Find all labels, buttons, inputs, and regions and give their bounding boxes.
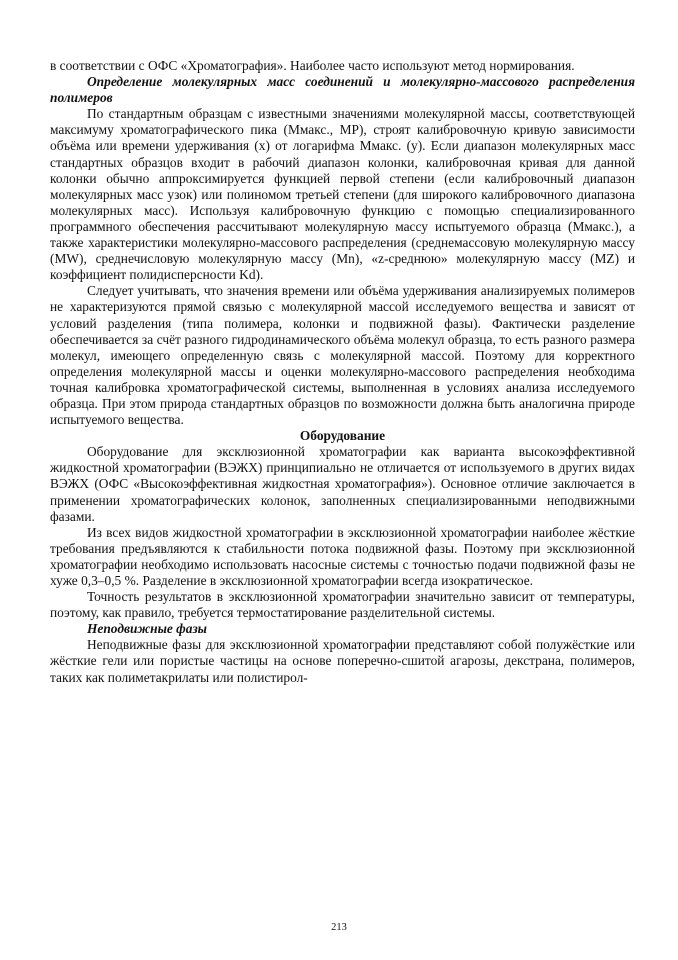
section-heading-equipment: Оборудование <box>299 428 386 444</box>
paragraph: Из всех видов жидкостной хроматографии в эксклюзионной хроматографии наиболее жёсткие требования предъявляются к стабильности потока подвижной фазы. Поэтому при эксклюзионной хроматографии необходимо использовать насосные системы с точностью подачи подвижной фазы не хуже 0,3–0,5 %. Разделение в эксклюзионной хроматографии всегда изократическое. <box>50 524 635 588</box>
paragraph: Оборудование для эксклюзионной хроматографии как варианта высокоэффективной жидкостной хроматографии (ВЭЖХ) принципиально не отличается от используемого в других видах ВЭЖХ (ОФС «Высокоэффективная жидкостная хроматография»). Основное отличие заключается в применении хроматографических колонок, заполненных специализированными неподвижными фазами. <box>50 444 635 524</box>
paragraph: По стандартным образцам с известными значениями молекулярной массы, соответствующей максимуму хроматографического пика (Ммакс., МР), строят калибровочную кривую зависимости объёма или времени удерживания (x) от логарифма Ммакс. (y). Если диапазон молекулярных масс стандартных образцов входит в рабочий диапазон колонки, калибровочная кривая для данной колонки обычно аппроксимируется функцией первой степени (если калибровочный диапазон молекулярных масс узок) или полиномом третьей степени (для широкого калибровочного диапазона молекулярных масс). Используя калибровочную функцию с помощью специализированного программного обеспечения рассчитывают молекулярную массу испытуемого образца (Ммакс.), а также характеристики молекулярно-массового распределения (среднемассовую молекулярную массу (MW), среднечисловую молекулярную массу (Mn), «z-среднюю» молекулярную массу (MZ) и коэффициент полидисперсности Kd). <box>50 106 635 283</box>
subsection-heading-molecular-mass: Определение молекулярных масс соединений и молекулярно-массового распределения полимеров <box>50 74 635 106</box>
paragraph: Неподвижные фазы для эксклюзионной хроматографии представляют собой полужёсткие или жёсткие гели или пористые частицы на основе поперечно-сшитой агарозы, декстрана, полимеров, таких как полиметакрилаты или полистирол- <box>50 637 635 685</box>
page-number: 213 <box>331 922 347 933</box>
paragraph: Следует учитывать, что значения времени или объёма удерживания анализируемых полимеров не характеризуются прямой связью с молекулярной массой исследуемого вещества и зависят от условий разделения (типа полимера, колонки и подвижной фазы). Фактически разделение обеспечивается за счёт разного гидродинамического объёма молекул образца, то есть разного размера молекул, имеющего определенную связь с молекулярной массой. Поэтому для корректного определения молекулярной массы и оценки молекулярно-массового распределения необходима точная калибровка хроматографической системы, выполненная в условиях анализа исследуемого образца. При этом природа стандартных образцов по возможности должна быть аналогична природе испытуемого вещества. <box>50 283 635 428</box>
paragraph: Точность результатов в эксклюзионной хроматографии значительно зависит от температуры, поэтому, как правило, требуется термостатирование разделительной системы. <box>50 589 635 621</box>
page-body <box>50 58 635 686</box>
paragraph-continuation: в соответствии с ОФС «Хроматография». Наиболее часто используют метод нормирования. <box>50 58 575 73</box>
subsection-heading-stationary-phases: Неподвижные фазы <box>87 621 207 637</box>
